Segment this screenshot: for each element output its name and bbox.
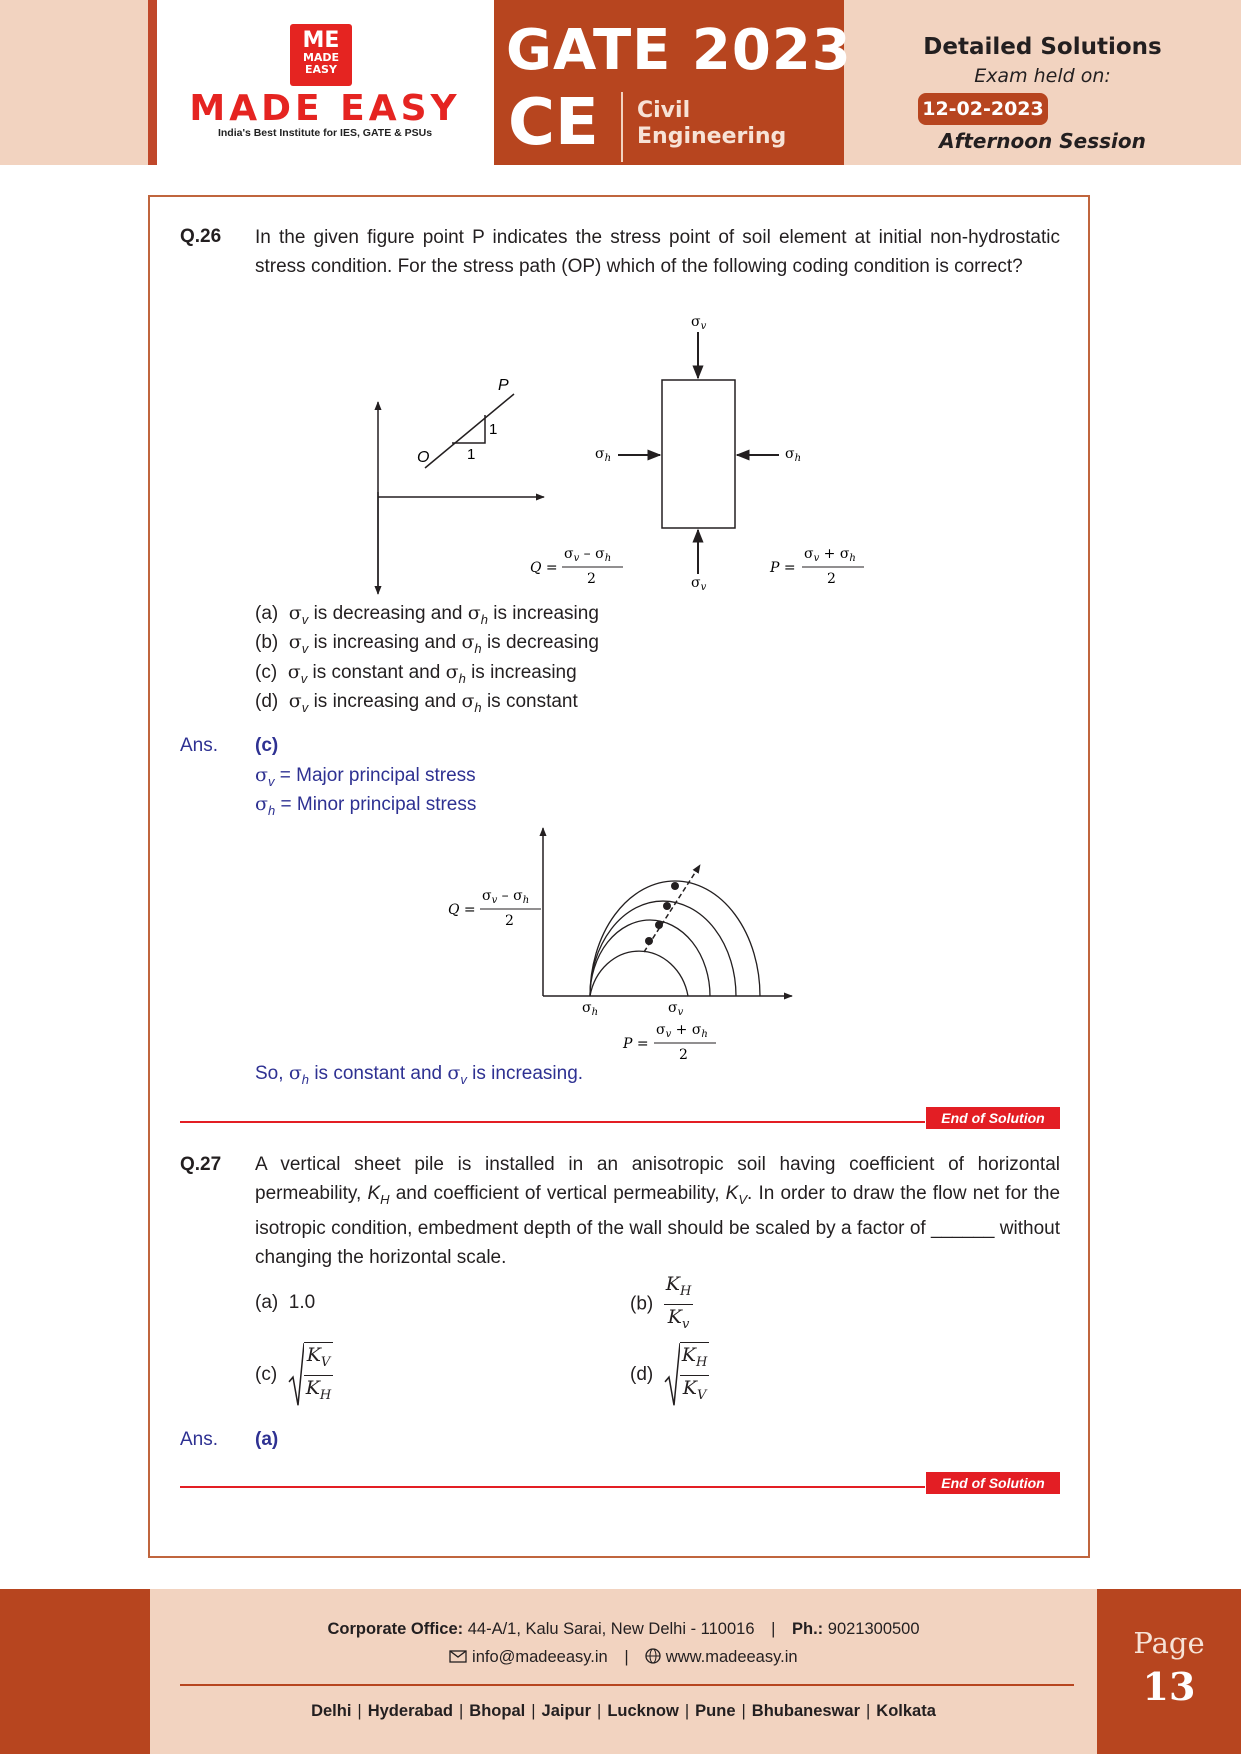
sqrt-kv-kh: $\frac{K_V}{K_H}$ [288, 1342, 334, 1408]
city: Lucknow [607, 1702, 679, 1720]
city: Bhubaneswar [751, 1702, 860, 1720]
slope-run: 1 [467, 446, 476, 463]
mohr-sigma-h: $\sigma_h$ [582, 1000, 599, 1018]
answer-label: Ans. [180, 1429, 219, 1450]
slope-triangle [452, 415, 485, 443]
solution-conclusion: So, $\sigma_h$ is constant and $\sigma_v$ is increasing. [255, 1062, 584, 1087]
branch-name: Civil Engineering [637, 98, 787, 149]
city: Bhopal [469, 1702, 526, 1720]
end-of-solution-rule [180, 1486, 925, 1488]
contact-line: info@madeeasy.in | www.madeeasy.in [150, 1648, 1097, 1667]
slope-rise: 1 [489, 421, 498, 438]
city: Hyderabad [367, 1702, 453, 1720]
stress-point-4 [671, 882, 679, 890]
label-p: P [498, 377, 509, 394]
end-of-solution-badge: End of Solution [926, 1107, 1060, 1129]
p-formula-num: $\sigma_v + \sigma_h$ [804, 546, 856, 564]
city: Pune [695, 1702, 736, 1720]
option-d: (d) $\frac{K_H}{K_V}$ [630, 1342, 709, 1408]
mohr-sigma-v: $\sigma_v$ [668, 1000, 684, 1018]
mohr-q-den: 2 [505, 913, 514, 929]
website-link[interactable]: www.madeeasy.in [665, 1648, 798, 1666]
page-number: 13 [1142, 1664, 1196, 1709]
sigma-v-bottom-label: $\sigma_v$ [691, 575, 707, 593]
option-a: (a) $\sigma_v$ is decreasing and $\sigma_h$ is increasing [255, 602, 599, 627]
globe-icon [645, 1648, 661, 1664]
radical-sign [664, 1342, 680, 1408]
answer-value: (c) [255, 735, 279, 756]
mohr-circle-2 [590, 920, 710, 996]
exam-date-badge: 12-02-2023 [918, 93, 1048, 125]
stress-point-1 [645, 937, 653, 945]
paper-code: CE [508, 86, 599, 160]
solution-line-v: $\sigma_v$ = Major principal stress [255, 764, 476, 789]
mohr-p-den: 2 [679, 1047, 688, 1063]
option-d: (d) $\sigma_v$ is increasing and $\sigma_h$ is constant [255, 690, 578, 715]
question-number: Q.27 [180, 1154, 222, 1175]
option-c: (c) $\sigma_v$ is constant and $\sigma_h$ is increasing [255, 661, 577, 686]
mohr-p-num: $\sigma_v + \sigma_h$ [656, 1022, 708, 1040]
radical-sign [288, 1342, 304, 1408]
label-o: O [417, 449, 430, 466]
city: Jaipur [541, 1702, 592, 1720]
brand-logo-text: MADE EASY [189, 88, 461, 129]
brand-tagline: India's Best Institute for IES, GATE & PSUs [217, 127, 433, 139]
brand-logo-mark: ME MADE EASY [290, 24, 352, 86]
mohr-circle-1 [590, 951, 688, 996]
city: Kolkata [876, 1702, 936, 1720]
footer-divider [180, 1684, 1074, 1686]
footer-left-block [0, 1589, 150, 1754]
sigma-v-top-label: $\sigma_v$ [691, 314, 707, 332]
page-footer [0, 1589, 1241, 1754]
sqrt-kh-kv: $\frac{K_H}{K_V}$ [664, 1342, 710, 1408]
p-formula-den: 2 [827, 571, 836, 587]
sigma-h-right-label: $\sigma_h$ [785, 446, 802, 464]
question-text: A vertical sheet pile is installed in an anisotropic soil having coefficient of horizontal permeability, $K_H$ and coefficient of vertical permeability, $K_V$. In order to draw the flow net for the isotropic condition, embedment depth of the wall should be scaled by a factor of ______ without changing the horizontal scale. [255, 1154, 1061, 1268]
stress-point-2 [655, 921, 663, 929]
exam-title: GATE 2023 [506, 18, 852, 83]
email-icon [449, 1650, 467, 1663]
detailed-solutions-title: Detailed Solutions [923, 34, 1162, 60]
answer-value: (a) [255, 1429, 279, 1450]
end-of-solution-rule [180, 1121, 925, 1123]
soil-element [662, 380, 735, 528]
option-b: (b) $\sigma_v$ is increasing and $\sigma_h$ is decreasing [255, 631, 599, 656]
option-b: (b) $\frac{K_H}{K_v}$ [630, 1272, 693, 1337]
email-link[interactable]: info@madeeasy.in [472, 1648, 608, 1666]
p-formula-label: P = [770, 560, 796, 576]
banner-divider [621, 92, 623, 162]
option-c: (c) $\frac{K_V}{K_H}$ [255, 1342, 333, 1408]
stress-path-figure [330, 310, 890, 600]
exam-held-label: Exam held on: [974, 65, 1111, 87]
mohr-q-label: Q = [448, 902, 476, 918]
answer-label: Ans. [180, 735, 219, 756]
fraction-kh-kv: $\frac{K_H}{K_v}$ [665, 1273, 692, 1332]
question-number: Q.26 [180, 226, 222, 247]
q-formula-label: Q = [530, 560, 558, 576]
solution-line-h: $\sigma_h$ = Minor principal stress [255, 793, 477, 818]
mohr-q-num: $\sigma_v - \sigma_h$ [482, 888, 530, 906]
q-formula-den: 2 [587, 571, 596, 587]
city: Delhi [311, 1702, 352, 1720]
city-list: Delhi | Hyderabad | Bhopal | Jaipur | Lucknow | Pune | Bhubaneswar | Kolkata [311, 1702, 936, 1720]
mohr-p-label: P = [623, 1036, 649, 1052]
stress-point-3 [663, 902, 671, 910]
session-label: Afternoon Session [939, 129, 1146, 153]
mohr-circle-3 [590, 901, 736, 996]
sigma-h-left-label: $\sigma_h$ [595, 446, 612, 464]
option-a: (a) 1.0 [255, 1292, 316, 1313]
q-formula-num: $\sigma_v - \sigma_h$ [564, 546, 612, 564]
corporate-office: Corporate Office: 44-A/1, Kalu Sarai, New Delhi - 110016 | Ph.: 9021300500 [327, 1620, 920, 1638]
question-text: In the given figure point P indicates the stress point of soil element at initial non-hydrostatic stress condition. For the stress path (OP) which of the following coding condition is correct? [255, 227, 1060, 277]
header-stripe [148, 0, 157, 165]
mohr-circle-figure [440, 820, 810, 1070]
end-of-solution-badge: End of Solution [926, 1472, 1060, 1494]
page-label: Page [1133, 1626, 1205, 1660]
